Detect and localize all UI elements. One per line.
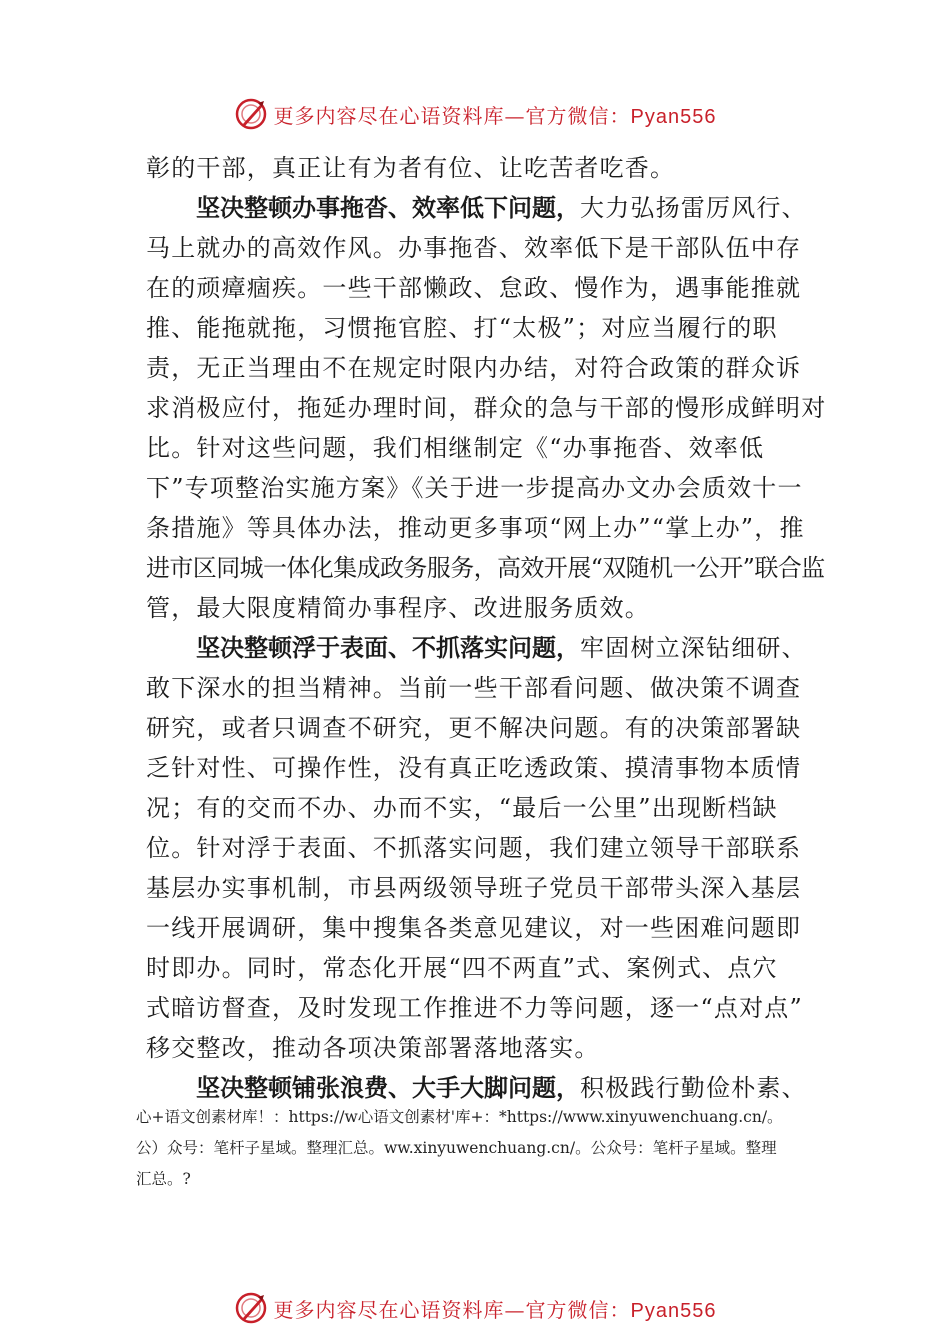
text-line — [146, 548, 826, 588]
line-text: 研究，或者只调查不研究，更不解决问题。有的决策部署缺 — [146, 714, 802, 742]
line-text: 一线开展调研，集中搜集各类意见建议，对一些困难问题即 — [146, 914, 802, 942]
line-text: 基层办实事机制，市县两级领导班子党员干部带头深入基层 — [146, 874, 802, 902]
text-line — [146, 308, 826, 348]
text-line — [146, 1028, 826, 1068]
brand-logo-icon — [234, 1291, 268, 1325]
line-text: 位。针对浮于表面、不抓落实问题，我们建立领导干部联系 — [146, 834, 802, 862]
brand-logo-icon — [234, 97, 268, 131]
text-line — [146, 908, 826, 948]
text-line — [146, 988, 826, 1028]
line-text: 管，最大限度精简办事程序、改进服务质效。 — [146, 594, 650, 622]
paragraph-heading: 坚决整顿铺张浪费、大手大脚问题， — [196, 1074, 580, 1102]
wechat-id: Pyan556 — [630, 105, 717, 128]
text-line — [146, 428, 826, 468]
line-text: 牢固树立深钻细研、 — [580, 634, 807, 662]
line-text: 大力弘扬雷厉风行、 — [580, 194, 807, 222]
text-line — [146, 148, 826, 188]
source-note-line: 汇总。? — [136, 1170, 191, 1188]
text-line — [146, 628, 826, 668]
text-line — [146, 228, 826, 268]
text-line — [146, 508, 826, 548]
text-line — [146, 828, 826, 868]
line-text: 比。针对这些问题，我们相继制定《“办事拖沓、效率低 — [146, 434, 765, 462]
line-text: 积极践行勤俭朴素、 — [580, 1074, 807, 1102]
line-text: 乏针对性、可操作性，没有真正吃透政策、摸清事物本质情 — [146, 754, 802, 782]
source-note — [136, 1102, 836, 1195]
line-text: 进市区同城一体化集成政务服务，高效开展“双随机一公开”联合监 — [146, 554, 825, 582]
line-text: 移交整改，推动各项决策部署落地落实。 — [146, 1034, 600, 1062]
wechat-id: Pyan556 — [630, 1299, 717, 1322]
text-line — [146, 468, 826, 508]
line-text: 况；有的交而不办、办而不实，“最后一公里”出现断档缺 — [146, 794, 778, 822]
text-line — [146, 188, 826, 228]
text-line — [146, 268, 826, 308]
text-line — [146, 788, 826, 828]
paragraph — [146, 188, 826, 628]
text-line — [146, 388, 826, 428]
text-line — [146, 868, 826, 908]
text-line — [146, 348, 826, 388]
paragraph-heading: 坚决整顿办事拖沓、效率低下问题， — [196, 194, 580, 222]
paragraph — [146, 148, 826, 188]
text-line — [146, 748, 826, 788]
banner-text: 更多内容尽在心语资料库—官方微信：Pyan556 — [273, 1297, 717, 1322]
text-line — [146, 948, 826, 988]
line-text: 敢下深水的担当精神。当前一些干部看问题、做决策不调查 — [146, 674, 802, 702]
line-text: 式暗访督查，及时发现工作推进不力等问题，逐一“点对点” — [146, 994, 803, 1022]
line-text: 彰的干部，真正让有为者有位、让吃苦者吃香。 — [146, 154, 676, 182]
line-text: 在的顽瘴痼疾。一些干部懒政、怠政、慢作为，遇事能推就 — [146, 274, 802, 302]
source-note-line: 心+语文创素材库！：https://w心语文创素材'库+：*https://www.xinyuwenchuang.cn/。 — [136, 1108, 783, 1126]
line-text: 推、能拖就拖，习惯拖官腔、打“太极”；对应当履行的职 — [146, 314, 778, 342]
source-note-line: 公）众号：笔杆子星域。整理汇总。ww.xinyuwenchuang.cn/。公众号：笔杆子星域。整理 — [136, 1139, 777, 1157]
header-banner — [0, 94, 950, 134]
line-text: 下”专项整治实施方案》《关于进一步提高办文办会质效十一 — [146, 474, 803, 502]
paragraph — [146, 628, 826, 1068]
banner-text: 更多内容尽在心语资料库—官方微信：Pyan556 — [273, 103, 717, 128]
text-line — [146, 668, 826, 708]
text-line — [146, 708, 826, 748]
document-body — [146, 148, 826, 1108]
line-text: 时即办。同时，常态化开展“四不两直”式、案例式、点穴 — [146, 954, 778, 982]
line-text: 责，无正当理由不在规定时限内办结，对符合政策的群众诉 — [146, 354, 802, 382]
line-text: 求消极应付，拖延办理时间，群众的急与干部的慢形成鲜明对 — [146, 394, 827, 422]
paragraph-heading: 坚决整顿浮于表面、不抓落实问题， — [196, 634, 580, 662]
line-text: 条措施》等具体办法，推动更多事项“网上办”“掌上办”，推 — [146, 514, 805, 542]
line-text: 马上就办的高效作风。办事拖沓、效率低下是干部队伍中存 — [146, 234, 802, 262]
text-line — [146, 588, 826, 628]
footer-banner — [0, 1288, 950, 1328]
